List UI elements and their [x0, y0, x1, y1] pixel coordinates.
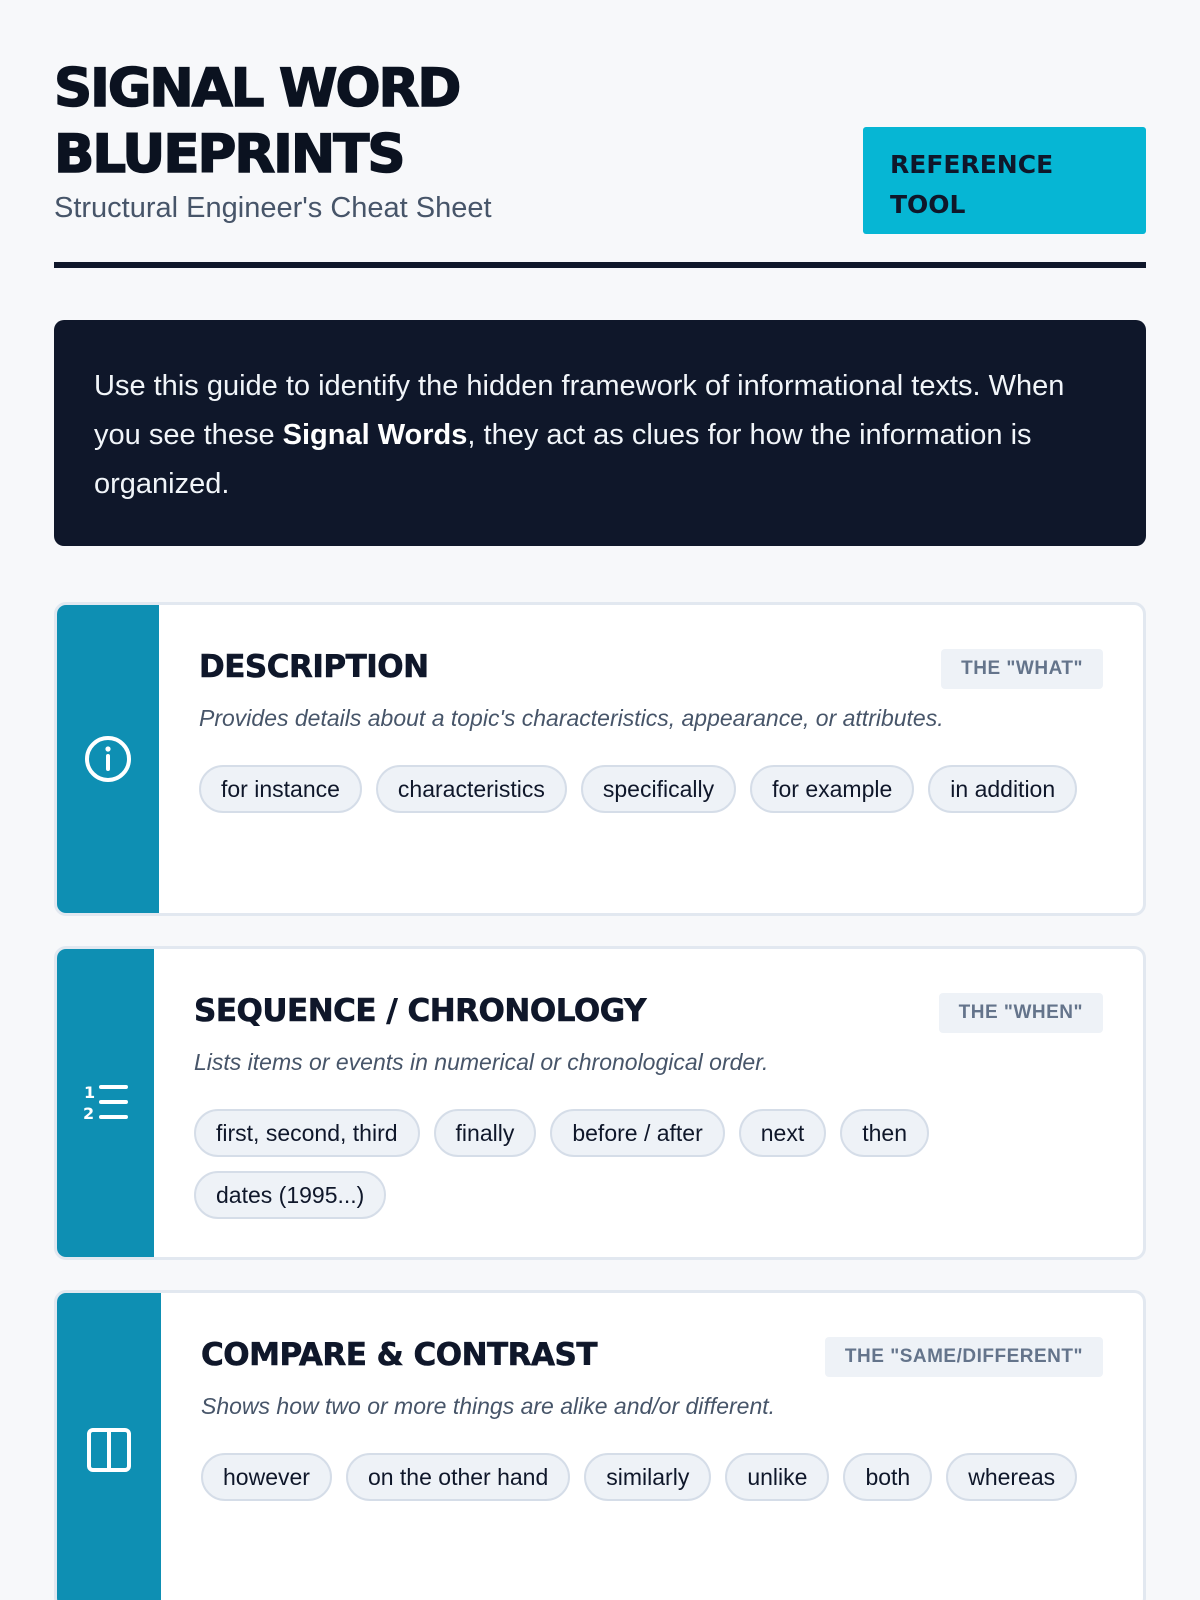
page-subtitle: Structural Engineer's Cheat Sheet: [54, 192, 492, 224]
signal-word-list: [201, 1453, 1081, 1501]
card-title: COMPARE & CONTRAST: [201, 1337, 598, 1373]
signal-word-list: [199, 765, 1079, 813]
signal-word-pill: specifically: [581, 765, 736, 813]
signal-word-pill: next: [739, 1109, 826, 1157]
signal-word-pill: for instance: [199, 765, 362, 813]
card-title: DESCRIPTION: [199, 649, 429, 685]
signal-word-pill: both: [843, 1453, 932, 1501]
signal-word-pill: in addition: [928, 765, 1077, 813]
card-description-sidebar: [57, 605, 159, 913]
badge-line-2: TOOL: [890, 190, 966, 219]
card-compare-sidebar: [57, 1293, 161, 1600]
intro-text-before: Use this guide to identify the hidden framework of informational texts. When you see these: [94, 370, 1065, 451]
page-title: [54, 56, 459, 188]
signal-word-pill: whereas: [946, 1453, 1077, 1501]
card-sequence-sidebar: [57, 949, 154, 1257]
signal-word-pill: dates (1995...): [194, 1171, 386, 1219]
page-header: [54, 0, 1146, 268]
signal-word-pill: before / after: [550, 1109, 724, 1157]
card-compare-contrast: [54, 1290, 1146, 1600]
signal-word-pill: however: [201, 1453, 332, 1501]
signal-word-pill: first, second, third: [194, 1109, 420, 1157]
card-description: [54, 602, 1146, 916]
card-sequence: [54, 946, 1146, 1260]
signal-word-pill: for example: [750, 765, 914, 813]
signal-word-pill: similarly: [584, 1453, 711, 1501]
card-description-text: Shows how two or more things are alike and/or different.: [201, 1393, 776, 1419]
signal-word-pill: characteristics: [376, 765, 567, 813]
card-description-text: Provides details about a topic's characteristics, appearance, or attributes.: [199, 705, 944, 731]
svg-text:2: 2: [82, 1104, 94, 1123]
intro-panel: [54, 320, 1146, 546]
card-tag: THE "SAME/DIFFERENT": [825, 1337, 1103, 1377]
card-title: SEQUENCE / CHRONOLOGY: [194, 993, 646, 1029]
signal-word-pill: on the other hand: [346, 1453, 570, 1501]
signal-word-pill: finally: [434, 1109, 537, 1157]
card-description-text: Lists items or events in numerical or chronological order.: [194, 1049, 769, 1075]
badge-line-1: REFERENCE: [890, 150, 1054, 179]
numbered-list-icon: [82, 1079, 130, 1127]
title-line-2: BLUEPRINTS: [54, 124, 404, 185]
intro-bold-signal-words: Signal Words: [282, 419, 468, 451]
card-tag: THE "WHAT": [941, 649, 1103, 689]
reference-tool-badge: [863, 127, 1146, 234]
intro-text-after: , they act as clues for how the information is organized.: [94, 419, 1032, 500]
info-circle-icon: [83, 734, 133, 784]
signal-word-pill: then: [840, 1109, 929, 1157]
split-columns-icon: [85, 1426, 133, 1474]
svg-text:1: 1: [83, 1083, 95, 1102]
card-tag: THE "WHEN": [939, 993, 1103, 1033]
signal-word-pill: unlike: [725, 1453, 829, 1501]
signal-word-list: [194, 1109, 1074, 1219]
title-line-1: SIGNAL WORD: [54, 58, 460, 119]
